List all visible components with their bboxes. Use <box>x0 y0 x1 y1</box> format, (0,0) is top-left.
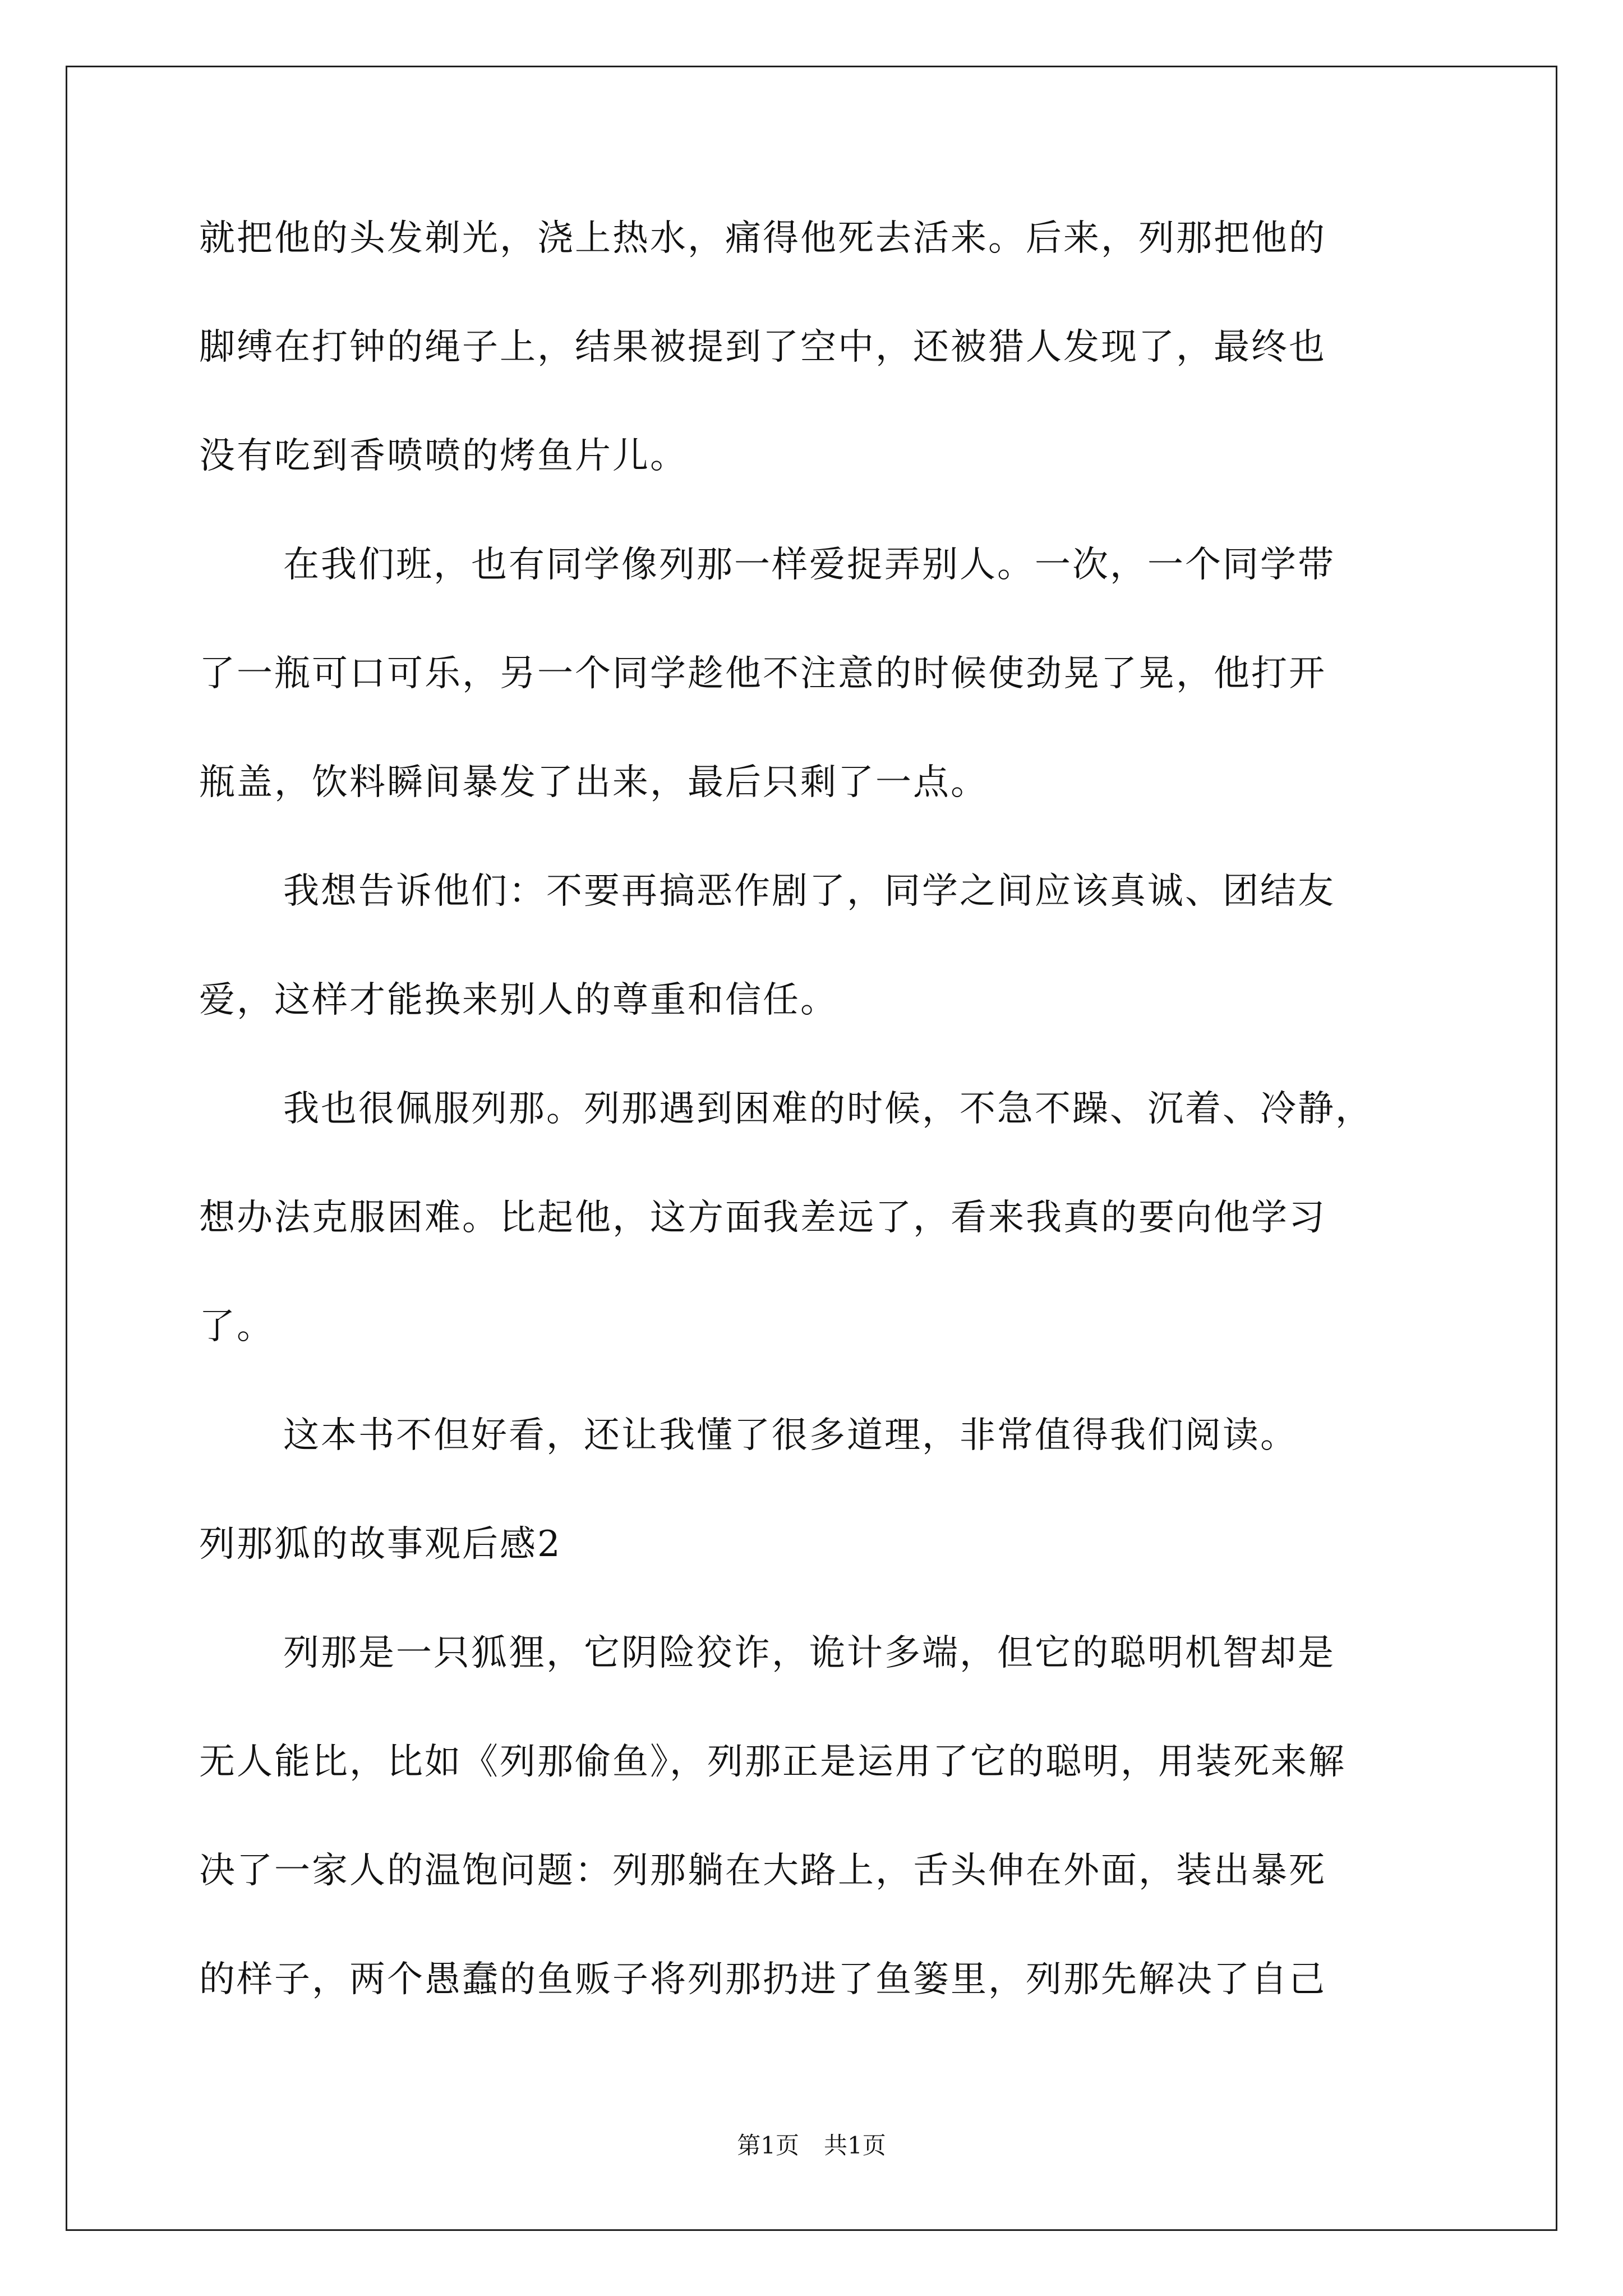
page-footer <box>0 2132 1623 2160</box>
text-line: 我也很佩服列那。列那遇到困难的时候，不急不躁、沉着、冷静， <box>283 1088 1373 1130</box>
text-line: 了。 <box>199 1306 274 1347</box>
text-line: 在我们班，也有同学像列那一样爱捉弄别人。一次，一个同学带 <box>283 544 1335 586</box>
text-line: 的样子，两个愚蠢的鱼贩子将列那扔进了鱼篓里，列那先解决了自己 <box>199 1959 1326 2000</box>
text-line: 瓶盖，饮料瞬间暴发了出来，最后只剩了一点。 <box>199 762 988 803</box>
text-line: 无人能比，比如《列那偷鱼》，列那正是运用了它的聪明，用装死来解 <box>199 1741 1346 1783</box>
page-number-total: 共1页 <box>824 2132 886 2159</box>
text-line: 列那狐的故事观后感2 <box>199 1524 562 1565</box>
text-line: 就把他的头发剃光，浇上热水，痛得他死去活来。后来，列那把他的 <box>199 218 1326 259</box>
text-line: 想办法克服困难。比起他，这方面我差远了，看来我真的要向他学习 <box>199 1197 1326 1239</box>
text-line: 没有吃到香喷喷的烤鱼片儿。 <box>199 435 688 477</box>
text-line: 列那是一只狐狸，它阴险狡诈，诡计多端，但它的聪明机智却是 <box>283 1632 1335 1674</box>
text-line: 爱，这样才能换来别人的尊重和信任。 <box>199 979 838 1021</box>
page-number-current: 第1页 <box>737 2132 799 2159</box>
text-line: 决了一家人的温饱问题：列那躺在大路上，舌头伸在外面，装出暴死 <box>199 1850 1326 1892</box>
text-line: 脚缚在打钟的绳子上，结果被提到了空中，还被猎人发现了，最终也 <box>199 326 1326 368</box>
text-line: 了一瓶可口可乐，另一个同学趁他不注意的时候使劲晃了晃，他打开 <box>199 653 1326 694</box>
text-line: 这本书不但好看，还让我懂了很多道理，非常值得我们阅读。 <box>283 1415 1298 1456</box>
text-line: 我想告诉他们：不要再搞恶作剧了，同学之间应该真诚、团结友 <box>283 871 1335 912</box>
document-body <box>199 219 1433 2069</box>
